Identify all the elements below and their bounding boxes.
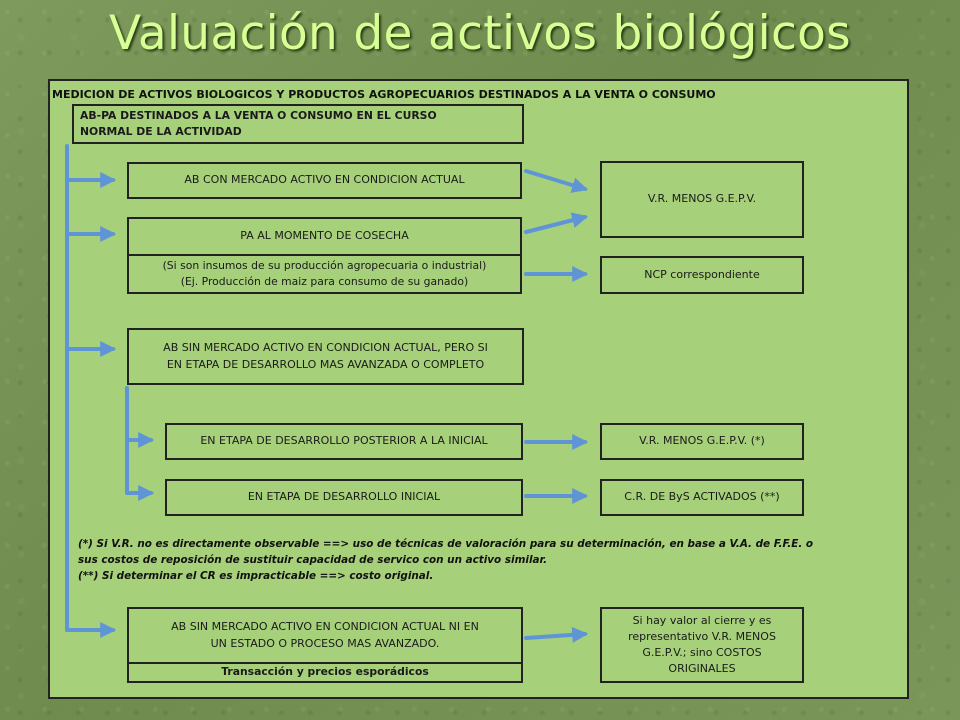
arrow-to-closing-value <box>526 634 585 638</box>
closing-value-line-4: ORIGINALES <box>668 661 736 675</box>
arrow-pa-to-vr-gepv <box>526 217 585 232</box>
footnote-line-3: (**) Si determinar el CR es impracticable ==> costo original. <box>78 570 434 583</box>
stage-initial-label: EN ETAPA DE DESARROLLO INICIAL <box>247 490 441 504</box>
vr-gepv-label: V.R. MENOS G.E.P.V. <box>647 192 757 206</box>
ab-no-market-advanced-line-2: EN ETAPA DE DESARROLLO MAS AVANZADA O COMPLETO <box>166 357 485 371</box>
footnote-line-2: sus costos de reposición de sustituir capacidad de servico con un activo similar. <box>78 554 548 567</box>
ncp-label: NCP correspondiente <box>644 267 760 281</box>
closing-value-line-3: G.E.P.V.; sino COSTOS <box>642 646 762 659</box>
ab-no-market-none-line-2: UN ESTADO O PROCESO MAS AVANZADO. <box>210 636 440 650</box>
sporadic-label: Transacción y precios esporádicos <box>221 665 429 679</box>
slide-title: Valuación de activos biológicos <box>109 6 851 61</box>
ab-active-market-label: AB CON MERCADO ACTIVO EN CONDICION ACTUAL <box>184 173 465 187</box>
closing-value-line-2: representativo V.R. MENOS <box>628 630 776 644</box>
footnote-line-1: (*) Si V.R. no es directamente observable ==> uso de técnicas de valoración para su determinación, en base a V.A. de F.F.E. o <box>78 538 814 550</box>
stage-later-label: EN ETAPA DE DESARROLLO POSTERIOR A LA INICIAL <box>200 434 488 448</box>
cr-bys-label: C.R. DE ByS ACTIVADOS (**) <box>624 490 780 504</box>
vr-gepv-star-label: V.R. MENOS G.E.P.V. (*) <box>639 434 765 448</box>
pa-harvest-label: PA AL MOMENTO DE COSECHA <box>240 229 409 243</box>
category-line-2: NORMAL DE LA ACTIVIDAD <box>80 125 242 138</box>
pa-harvest-note-line-2: (Ej. Producción de maiz para consumo de su ganado) <box>180 275 469 288</box>
pa-harvest-note-line-1: (Si son insumos de su producción agropecuaria o industrial) <box>162 259 487 273</box>
ab-no-market-advanced-line-1: AB SIN MERCADO ACTIVO EN CONDICION ACTUAL, PERO SI <box>163 341 488 354</box>
category-line-1: AB-PA DESTINADOS A LA VENTA O CONSUMO EN EL CURSO <box>80 108 437 122</box>
closing-value-line-1: Si hay valor al cierre y es <box>632 614 772 628</box>
arrow-ab-to-vr-gepv <box>526 171 585 189</box>
ab-no-market-none-line-1: AB SIN MERCADO ACTIVO EN CONDICION ACTUAL NI EN <box>171 620 479 633</box>
diagram-header: MEDICION DE ACTIVOS BIOLOGICOS Y PRODUCTOS AGROPECUARIOS DESTINADOS A LA VENTA O CONSUMO <box>52 88 716 101</box>
